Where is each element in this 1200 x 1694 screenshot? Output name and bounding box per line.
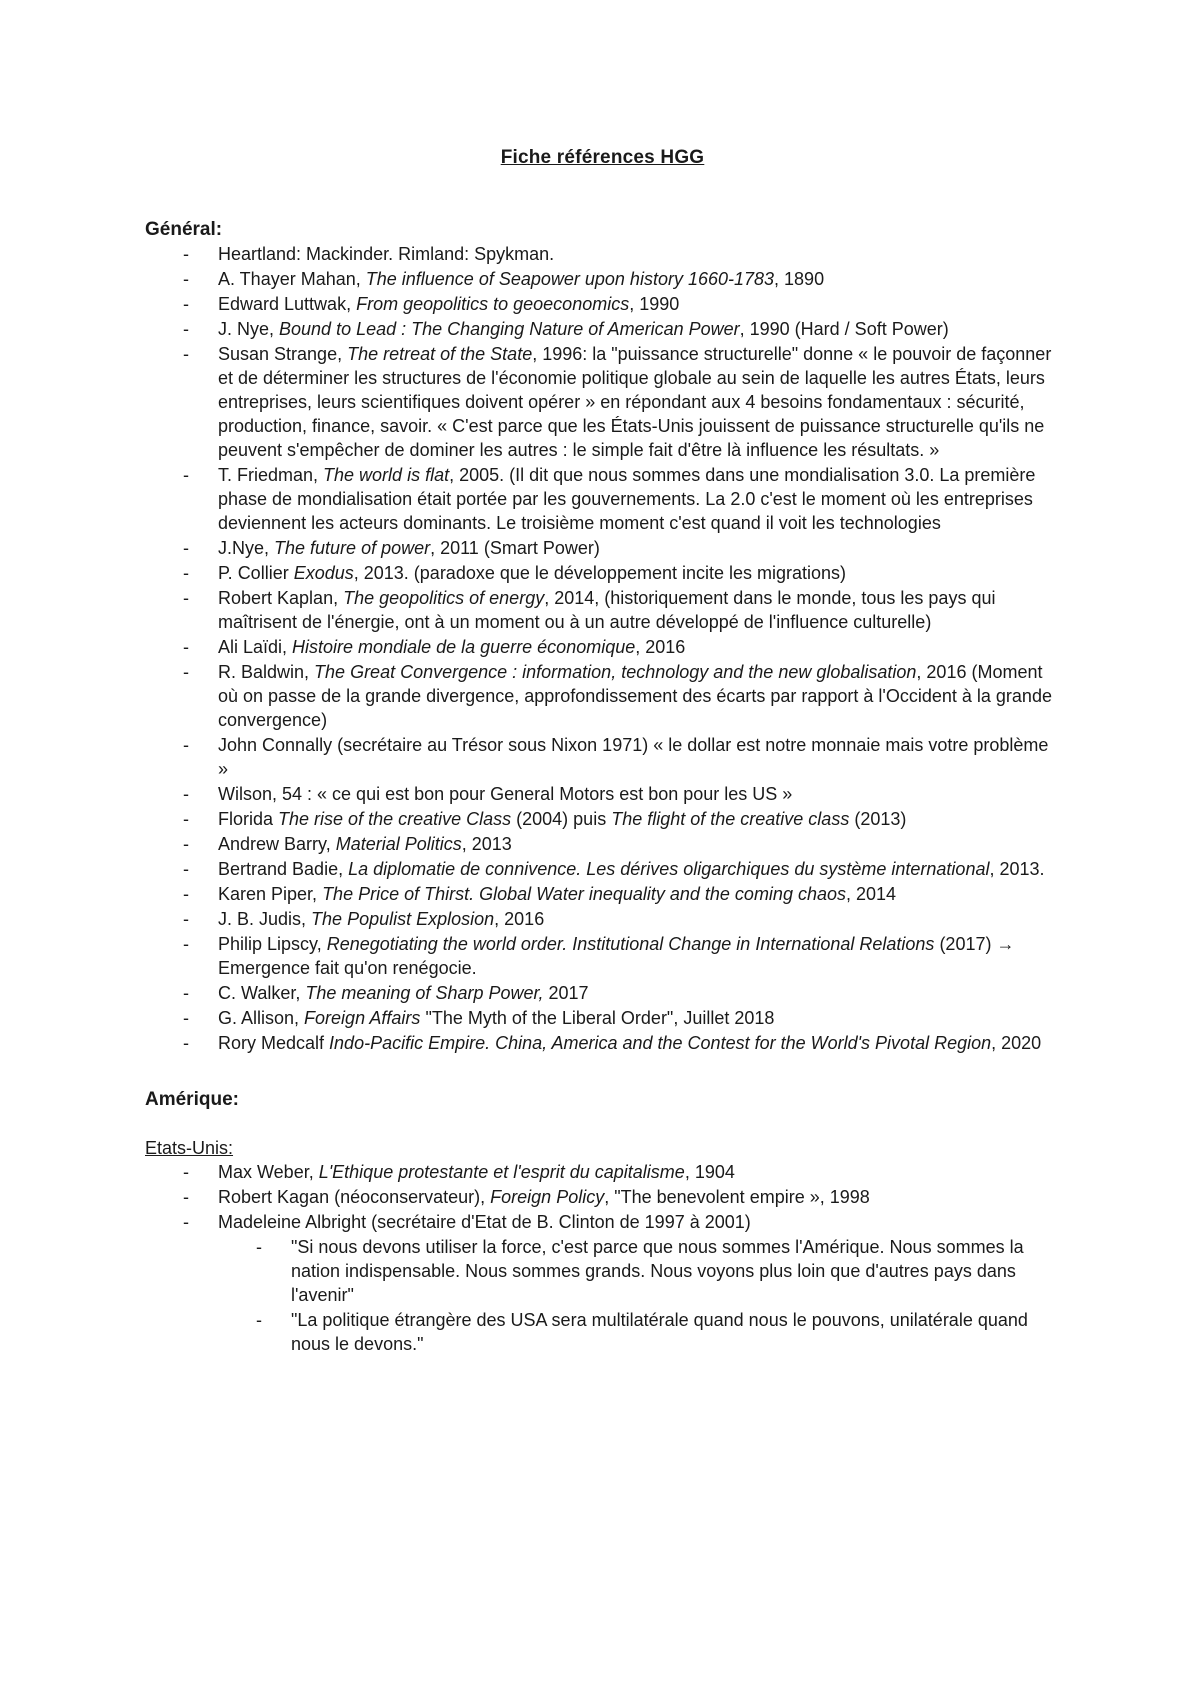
work-title: Exodus bbox=[293, 563, 354, 583]
section-heading-amerique: Amérique: bbox=[145, 1089, 239, 1110]
quote-item: - "La politique étrangère des USA sera multilatérale quand nous le pouvons, unilatérale quand nous le devons." bbox=[218, 1308, 1060, 1356]
list-item-text: John Connally (secrétaire au Trésor sous Nixon 1971) « le dollar est notre monnaie mais votre problème » bbox=[218, 735, 1049, 779]
albright-quote-list bbox=[145, 1235, 1060, 1356]
work-title: Foreign Affairs bbox=[304, 1008, 421, 1028]
list-item-text: Bertrand Badie, bbox=[218, 859, 349, 879]
work-title: L'Ethique protestante et l'esprit du capitalisme bbox=[318, 1162, 685, 1182]
list-item bbox=[145, 536, 1060, 560]
list-item-text: , 1890 bbox=[774, 269, 825, 289]
list-item bbox=[145, 561, 1060, 585]
work-title: The world is flat bbox=[323, 465, 450, 485]
list-item bbox=[145, 1006, 1060, 1030]
work-title: Histoire mondiale de la guerre économique bbox=[292, 637, 636, 657]
work-title: From geopolitics to geoeconomics bbox=[356, 294, 630, 314]
list-item-text: , 2014, (historiquement dans le monde, tous les pays qui maîtrisent de l'énergie, ont à un moment ou à un autre développé de l'influence culturelle) bbox=[218, 588, 996, 632]
list-item-text: , 2013 bbox=[461, 834, 512, 854]
work-title: The flight of the creative class bbox=[611, 809, 850, 829]
list-item-text: "The Myth of the Liberal Order", Juillet 2018 bbox=[420, 1008, 775, 1028]
list-item-text: A. Thayer Mahan, bbox=[218, 269, 366, 289]
list-item-text: 2017 bbox=[543, 983, 589, 1003]
work-title: The Populist Explosion bbox=[311, 909, 495, 929]
page-title: Fiche références HGG bbox=[500, 147, 705, 168]
work-title: The retreat of the State bbox=[347, 344, 533, 364]
list-item bbox=[145, 1031, 1060, 1055]
list-item-text: Heartland: Mackinder. Rimland: Spykman. bbox=[218, 244, 555, 264]
list-item-text: , 2016 bbox=[494, 909, 545, 929]
list-item-text: Rory Medcalf bbox=[218, 1033, 330, 1053]
list-item-text: , 2020 bbox=[991, 1033, 1042, 1053]
list-item-text: Robert Kagan (néoconservateur), bbox=[218, 1187, 491, 1207]
list-item bbox=[145, 660, 1060, 732]
work-title: Material Politics bbox=[335, 834, 462, 854]
list-item-text: , 1990 (Hard / Soft Power) bbox=[739, 319, 949, 339]
list-item bbox=[145, 733, 1060, 781]
list-item-text: , 1990 bbox=[629, 294, 680, 314]
list-item-text: R. Baldwin, bbox=[218, 662, 315, 682]
list-item bbox=[145, 1210, 1060, 1234]
list-item-text: (2017) → Emergence fait qu'on renégocie. bbox=[218, 934, 1015, 978]
list-item-text: , 2005. (Il dit que nous sommes dans une mondialisation 3.0. La première phase de mondialisation était portée par les gouvernements. La 2.0 c'est le moment où les entreprises deviennent les acteurs dominants. Le troisième moment c'est quand il voit les technologies bbox=[218, 465, 1036, 533]
list-item bbox=[145, 242, 1060, 266]
list-item bbox=[145, 635, 1060, 659]
list-item-text: , 2013. bbox=[989, 859, 1045, 879]
list-item bbox=[145, 981, 1060, 1005]
work-title: The future of power bbox=[274, 538, 431, 558]
work-title: Bound to Lead : The Changing Nature of American Power bbox=[279, 319, 740, 339]
work-title: The Price of Thirst. Global Water inequality and the coming chaos bbox=[322, 884, 846, 904]
amerique-reference-list bbox=[145, 1160, 1060, 1234]
list-item-text: P. Collier bbox=[218, 563, 294, 583]
list-item bbox=[145, 832, 1060, 856]
section-heading-general: Général: bbox=[145, 219, 223, 240]
work-title: Indo-Pacific Empire. China, America and the Contest for the World's Pivotal Region bbox=[329, 1033, 992, 1053]
work-title: Renegotiating the world order. Institutional Change in International Relations bbox=[326, 934, 935, 954]
list-item-text: Karen Piper, bbox=[218, 884, 323, 904]
list-item bbox=[145, 1185, 1060, 1209]
list-item-text: , 2016 (Moment où on passe de la grande divergence, approfondissement des écarts par rapport à l'Occident à la grande convergence) bbox=[218, 662, 1052, 730]
list-item-text: (2013) bbox=[849, 809, 907, 829]
list-item-text: J. Nye, bbox=[218, 319, 280, 339]
list-item-text: J.Nye, bbox=[218, 538, 275, 558]
list-item bbox=[145, 857, 1060, 881]
list-item-text: Robert Kaplan, bbox=[218, 588, 344, 608]
work-title: The rise of the creative Class bbox=[278, 809, 512, 829]
list-item-text: , 1904 bbox=[684, 1162, 735, 1182]
list-item bbox=[145, 1160, 1060, 1184]
list-item bbox=[145, 463, 1060, 535]
list-item-text: T. Friedman, bbox=[218, 465, 324, 485]
list-item-text: , 2013. (paradoxe que le développement incite les migrations) bbox=[353, 563, 847, 583]
list-item bbox=[145, 882, 1060, 906]
list-item bbox=[145, 342, 1060, 462]
quote-item: - "Si nous devons utiliser la force, c'est parce que nous sommes l'Amérique. Nous sommes la nation indispensable. Nous sommes grands. Nous voyons plus loin que d'autres pays dans l'avenir" bbox=[218, 1235, 1060, 1307]
list-item-text: , 1996: la "puissance structurelle" donne « le pouvoir de façonner et de déterminer les structures de l'économie politique globale au sein de laquelle les autres États, leurs entreprises, leurs scientifiques doivent opérer » en répondant aux 4 besoins fondamentaux : sécurité, production, finance, savoir. « C'est parce que les États-Unis jouissent de puissance structurelle qu'ils ne peuvent s'empêcher de dominer les autres : le simple fait d'être là influence les résultats. » bbox=[218, 344, 1052, 460]
list-item-text: Andrew Barry, bbox=[218, 834, 336, 854]
subheading-etats-unis: Etats-Unis: bbox=[145, 1138, 234, 1158]
general-reference-list bbox=[145, 242, 1060, 1055]
list-item-text: G. Allison, bbox=[218, 1008, 305, 1028]
list-item bbox=[145, 267, 1060, 291]
list-item-text: Madeleine Albright (secrétaire d'Etat de B. Clinton de 1997 à 2001) bbox=[218, 1212, 751, 1232]
list-item-text: Susan Strange, bbox=[218, 344, 348, 364]
list-item-text: Florida bbox=[218, 809, 279, 829]
work-title: The Great Convergence : information, technology and the new globalisation bbox=[314, 662, 917, 682]
list-item-text: , 2011 (Smart Power) bbox=[430, 538, 600, 558]
list-item bbox=[145, 782, 1060, 806]
list-item-text: Wilson, 54 : « ce qui est bon pour General Motors est bon pour les US » bbox=[218, 784, 793, 804]
work-title: The influence of Seapower upon history 1660-1783 bbox=[365, 269, 775, 289]
list-item-text: Ali Laïdi, bbox=[218, 637, 293, 657]
list-item-text: , "The benevolent empire », 1998 bbox=[604, 1187, 870, 1207]
list-item bbox=[145, 807, 1060, 831]
list-item bbox=[145, 907, 1060, 931]
list-item-text: Max Weber, bbox=[218, 1162, 319, 1182]
list-item bbox=[145, 317, 1060, 341]
work-title: The geopolitics of energy bbox=[343, 588, 545, 608]
work-title: The meaning of Sharp Power, bbox=[305, 983, 544, 1003]
list-item-text: (2004) puis bbox=[511, 809, 612, 829]
list-item-text: , 2014 bbox=[846, 884, 897, 904]
list-item-text: , 2016 bbox=[635, 637, 686, 657]
work-title: La diplomatie de connivence. Les dérives oligarchiques du système international bbox=[348, 859, 990, 879]
list-item bbox=[145, 292, 1060, 316]
list-item-text: Edward Luttwak, bbox=[218, 294, 357, 314]
list-item-text: J. B. Judis, bbox=[218, 909, 312, 929]
list-item-text: Philip Lipscy, bbox=[218, 934, 327, 954]
list-item bbox=[145, 586, 1060, 634]
work-title: Foreign Policy bbox=[490, 1187, 605, 1207]
list-item-text: C. Walker, bbox=[218, 983, 306, 1003]
list-item bbox=[145, 932, 1060, 980]
